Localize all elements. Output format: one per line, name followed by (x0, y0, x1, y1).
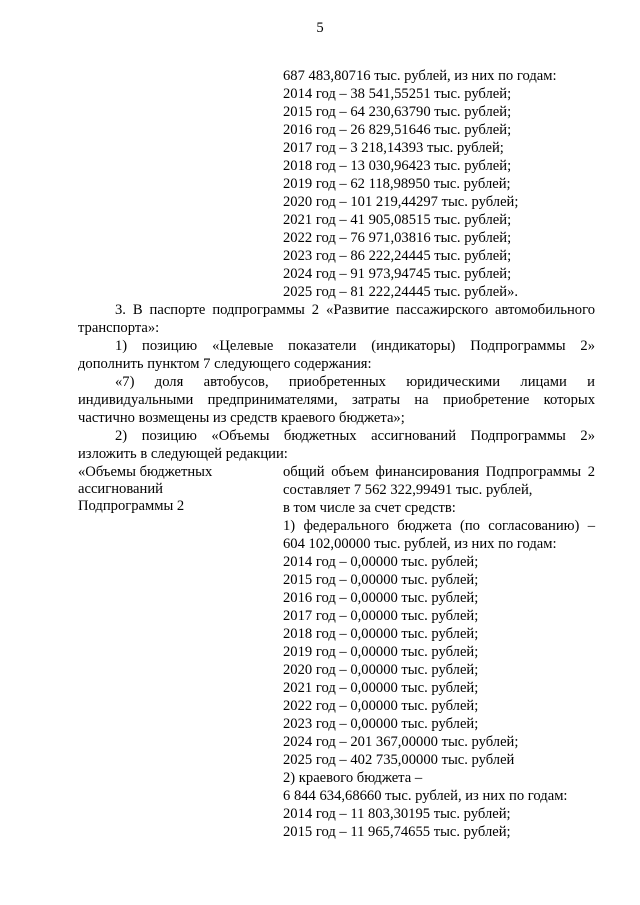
quoted-item-7-cont: индивидуальными предпринимателями, затраты на приобретение которых (78, 392, 595, 408)
year-line: 2015 год – 64 230,63790 тыс. рублей; (283, 104, 512, 120)
item-1-text: 1) позицию «Целевые показатели (индикаторы) Подпрограммы 2» (115, 338, 595, 354)
year-line: 2017 год – 3 218,14393 тыс. рублей; (283, 140, 504, 156)
quoted-item-7: «7) доля автобусов, приобретенных юридическими лицами и (115, 374, 595, 390)
federal-budget-heading: 1) федерального бюджета (по согласованию) – (283, 518, 595, 534)
federal-year-line: 2021 год – 0,00000 тыс. рублей; (283, 680, 479, 696)
federal-year-line: 2018 год – 0,00000 тыс. рублей; (283, 626, 479, 642)
year-line: 2016 год – 26 829,51646 тыс. рублей; (283, 122, 512, 138)
page-number: 5 (316, 20, 324, 36)
year-line: 2018 год – 13 030,96423 тыс. рублей; (283, 158, 512, 174)
table-total-line: общий объем финансирования Подпрограммы 2 (283, 464, 595, 480)
item-2-text: 2) позицию «Объемы бюджетных ассигнований Подпрограммы 2» (115, 428, 595, 444)
table-sources-line: в том числе за счет средств: (283, 500, 456, 516)
federal-year-line: 2014 год – 0,00000 тыс. рублей; (283, 554, 479, 570)
regional-year-line: 2015 год – 11 965,74655 тыс. рублей; (283, 824, 511, 840)
regional-year-line: 2014 год – 11 803,30195 тыс. рублей; (283, 806, 511, 822)
summary-total-line: 687 483,80716 тыс. рублей, из них по годам: (283, 68, 557, 84)
quoted-item-7-end: частично возмещены из средств краевого бюджета»; (78, 410, 405, 426)
federal-year-line: 2019 год – 0,00000 тыс. рублей; (283, 644, 479, 660)
year-line: 2020 год – 101 219,44297 тыс. рублей; (283, 194, 519, 210)
year-line: 2014 год – 38 541,55251 тыс. рублей; (283, 86, 512, 102)
section-3-heading: 3. В паспорте подпрограммы 2 «Развитие пассажирского автомобильного (115, 302, 595, 318)
federal-year-line: 2023 год – 0,00000 тыс. рублей; (283, 716, 479, 732)
federal-year-line: 2020 год – 0,00000 тыс. рублей; (283, 662, 479, 678)
regional-budget-total: 6 844 634,68660 тыс. рублей, из них по годам: (283, 788, 568, 804)
federal-year-line: 2017 год – 0,00000 тыс. рублей; (283, 608, 479, 624)
year-line: 2021 год – 41 905,08515 тыс. рублей; (283, 212, 512, 228)
year-line: 2023 год – 86 222,24445 тыс. рублей; (283, 248, 512, 264)
year-line: 2022 год – 76 971,03816 тыс. рублей; (283, 230, 512, 246)
table-left-line: ассигнований (78, 481, 163, 497)
federal-year-line: 2022 год – 0,00000 тыс. рублей; (283, 698, 479, 714)
item-1-text-cont: дополнить пунктом 7 следующего содержания: (78, 356, 372, 372)
regional-budget-heading: 2) краевого бюджета – (283, 770, 423, 786)
federal-budget-total: 604 102,00000 тыс. рублей, из них по годам: (283, 536, 557, 552)
table-left-line: Подпрограммы 2 (78, 498, 185, 514)
section-3-heading-cont: транспорта»: (78, 320, 160, 336)
federal-year-line: 2016 год – 0,00000 тыс. рублей; (283, 590, 479, 606)
table-total-line-cont: составляет 7 562 322,99491 тыс. рублей, (283, 482, 533, 498)
federal-year-line: 2015 год – 0,00000 тыс. рублей; (283, 572, 479, 588)
year-line: 2019 год – 62 118,98950 тыс. рублей; (283, 176, 511, 192)
year-line: 2025 год – 81 222,24445 тыс. рублей». (283, 284, 519, 300)
table-left-line: «Объемы бюджетных (78, 464, 213, 480)
year-line: 2024 год – 91 973,94745 тыс. рублей; (283, 266, 512, 282)
federal-year-line: 2024 год – 201 367,00000 тыс. рублей; (283, 734, 519, 750)
federal-year-line: 2025 год – 402 735,00000 тыс. рублей (283, 752, 515, 768)
table-left-cell (78, 464, 268, 515)
item-2-text-cont: изложить в следующей редакции: (78, 446, 288, 462)
